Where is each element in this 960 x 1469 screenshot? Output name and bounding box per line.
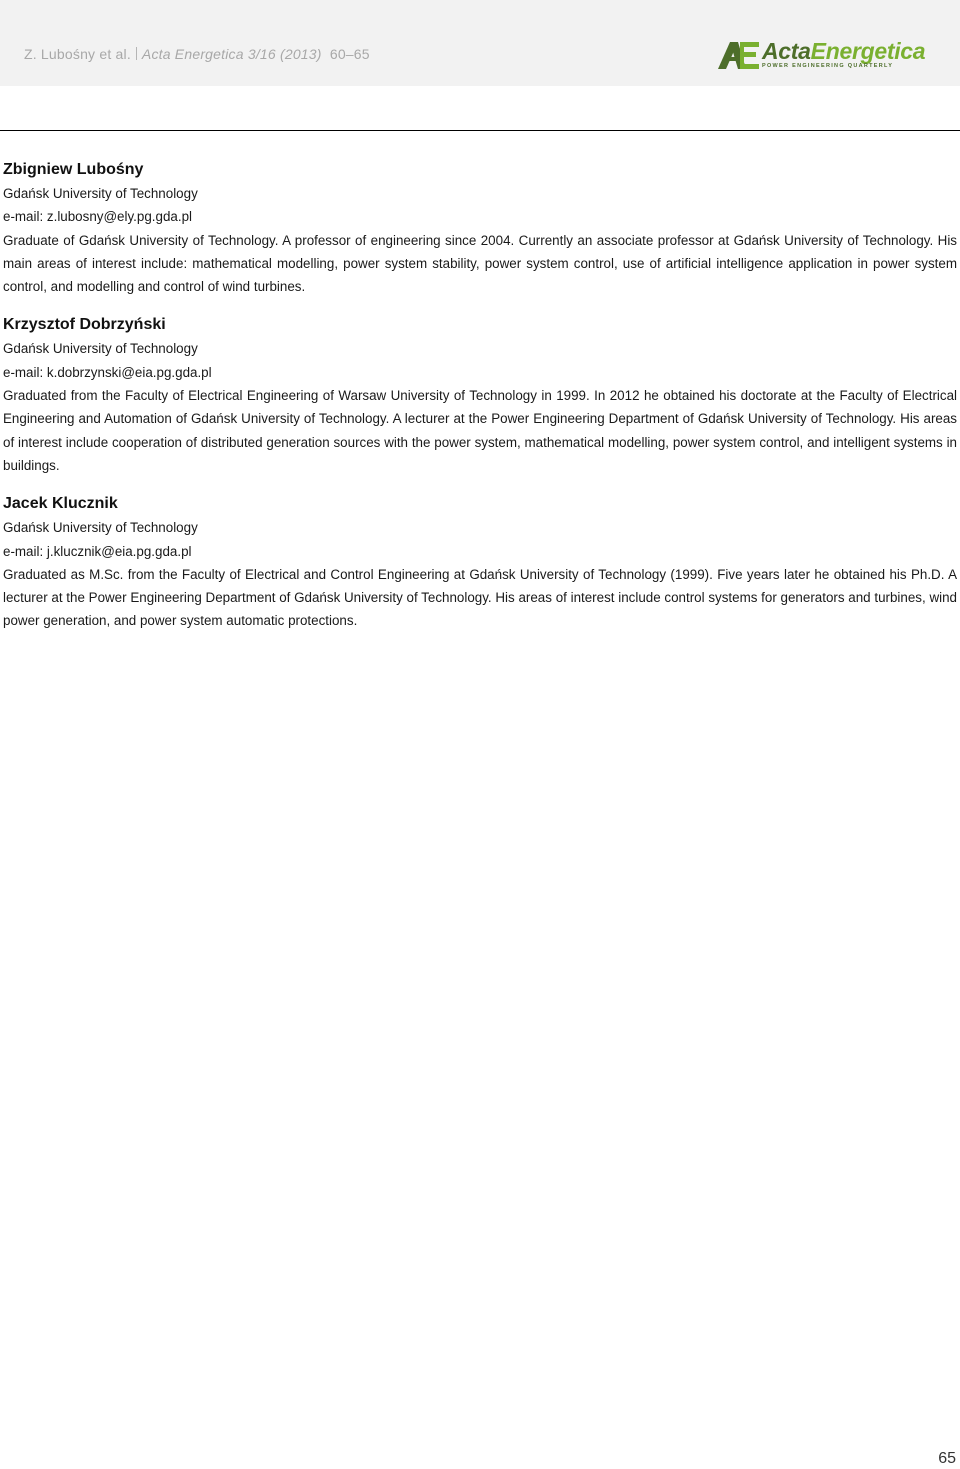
author-name: Jacek Klucznik [3,495,118,513]
author-email: e-mail: z.lubosny@ely.pg.gda.pl [3,209,193,225]
running-head-authors: Z. Lubośny et al. [24,46,131,62]
author-bio [3,313,957,477]
running-head [24,46,370,62]
running-head-journal: Acta Energetica 3/16 (2013) [141,46,322,62]
header-rule [0,130,960,131]
author-bio [3,492,957,632]
author-name: Krzysztof Dobrzyński [3,316,166,334]
logo-text [762,40,925,69]
author-description: Graduate of Gdańsk University of Technology. A professor of engineering since 2004. Currently an associate professor at Gdańsk University of Technology. His main areas of interest include: mathematical modelling, power system stability, power system control, use of artificial intelligence application in power system control, and modelling and control of wind turbines. [3,232,957,295]
author-bio [3,158,957,298]
logo-tagline: POWER ENGINEERING QUARTERLY [762,63,894,69]
logo-wordmark: ActaEnergetica [762,38,926,64]
author-affiliation: Gdańsk University of Technology [3,186,198,201]
running-head-separator [136,47,137,60]
ae-monogram-icon [716,40,760,70]
author-name: Zbigniew Lubośny [3,161,144,178]
journal-logo [716,40,925,72]
author-affiliation: Gdańsk University of Technology [3,520,198,536]
author-description: Graduated as M.Sc. from the Faculty of Electrical and Control Engineering at Gdańsk University of Technology (1999). Five years later he obtained his Ph.D. A lecturer at the Power Engineering Department of Gdańsk University of Technology. His areas of interest include control systems for generators and turbines, wind power generation, and power system automatic protections. [3,566,957,629]
author-affiliation: Gdańsk University of Technology [3,341,198,357]
author-description: Graduated from the Faculty of Electrical Engineering of Warsaw University of Technology in 1999. In 2012 he obtained his doctorate at the Faculty of Electrical Engineering and Automation of Gdańsk University of Technology. A lecturer at the Power Engineering Department of Gdańsk University of Technology. His areas of interest include cooperation of distributed generation sources with the power system, mathematical modelling, power system control, and intelligent systems in buildings. [3,388,957,473]
author-email: e-mail: j.klucznik@eia.pg.gda.pl [3,543,192,559]
author-email: e-mail: k.dobrzynski@eia.pg.gda.pl [3,364,212,380]
author-bios [3,158,957,633]
running-head-pages: 60–65 [329,46,370,62]
page-number: 65 [938,1450,956,1467]
